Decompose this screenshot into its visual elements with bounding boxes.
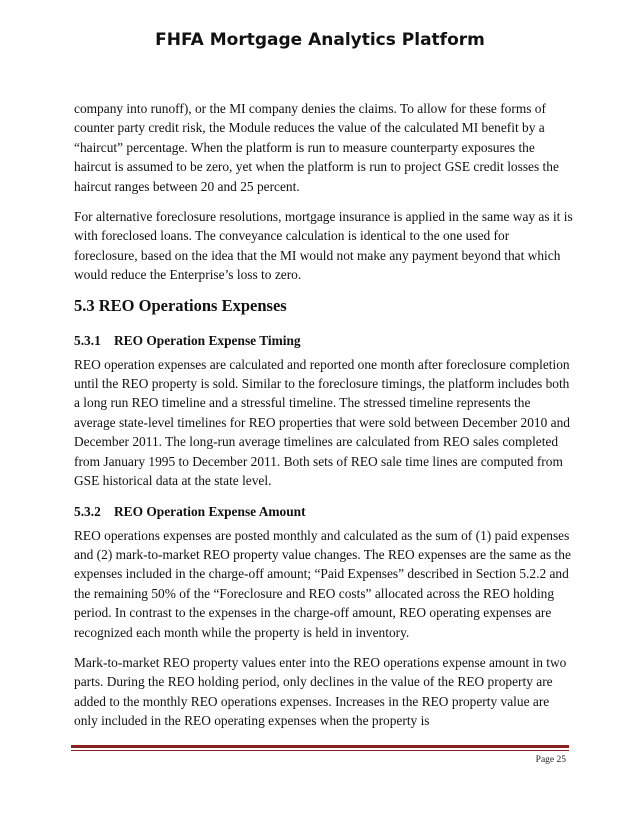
paragraph: Mark-to-market REO property values enter into the REO operations expense amount in two parts. During the REO holding period, only declines in the value of the REO property are added to the monthly REO operations expenses. Increases in the REO property value are only included in the REO operating expenses when the property is — [74, 654, 567, 729]
subsection-heading — [74, 502, 574, 521]
footer-divider — [71, 745, 569, 748]
subsection-number: 5.3.2 — [74, 503, 101, 519]
paragraph: REO operation expenses are calculated and reported one month after foreclosure completion until the REO property is sold. Similar to the foreclosure timings, the platform includes both a long run REO timeline and a stressful timeline. The stressed timeline represents the average state-level timelines for REO properties that were sold between December 2010 and December 2011. The long-run average timelines are calculated from REO sales completed from January 1995 to December 2011. Both sets of REO sale time lines are computed from GSE historical data at the state level. — [74, 356, 571, 489]
subsection-title: REO Operation Expense Amount — [114, 503, 306, 519]
paragraph: company into runoff), or the MI company denies the claims. To allow for these forms of counter party credit risk, the Module reduces the value of the calculated MI benefit by a “haircut” percentage. When the platform is run to measure counterparty exposures the haircut is assumed to be zero, yet when the platform is run to project GSE credit losses the haircut ranges between 20 and 25 percent. — [74, 101, 559, 194]
subsection-heading — [74, 331, 574, 350]
footer-divider-thin — [71, 750, 569, 751]
subsection-number: 5.3.1 — [74, 332, 101, 348]
section-heading: 5.3 REO Operations Expenses — [74, 295, 287, 315]
paragraph: REO operations expenses are posted monthly and calculated as the sum of (1) paid expenses and (2) mark-to-market REO property value changes. The REO expenses are the same as the expenses included in the charge-off amount; “Paid Expenses” described in Section 5.2.2 and the remaining 50% of the “Foreclosure and REO costs” allocated across the REO holding period. In contrast to the expenses in the charge-off amount, REO operating expenses are recognized each month while the property is held in inventory. — [74, 527, 571, 640]
paragraph: For alternative foreclosure resolutions, mortgage insurance is applied in the same way as it is with foreclosed loans. The conveyance calculation is identical to the one used for foreclosure, based on the idea that the MI would not make any payment beyond that which would reduce the Enterprise’s loss to zero. — [74, 209, 573, 283]
body-content — [74, 99, 574, 742]
subsection-title: REO Operation Expense Timing — [114, 332, 301, 348]
page-header-title: FHFA Mortgage Analytics Platform — [155, 30, 485, 50]
page-number: Page 25 — [535, 755, 566, 765]
